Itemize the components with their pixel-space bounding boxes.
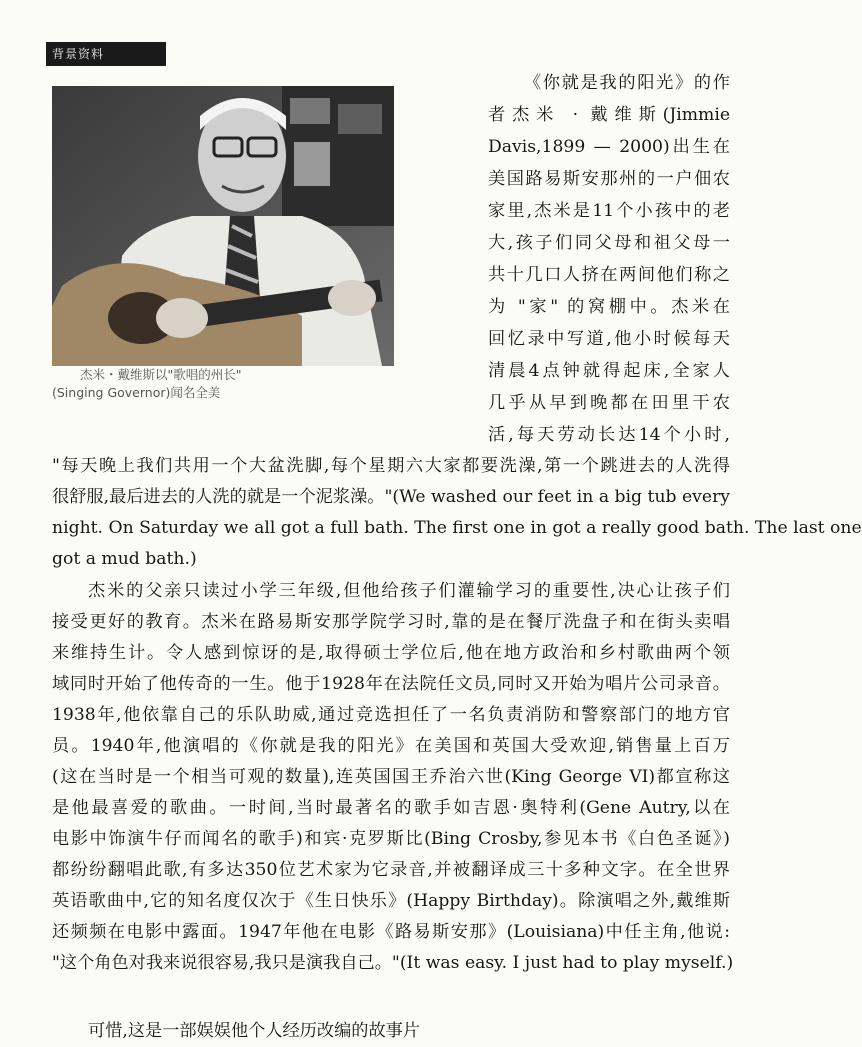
text-line: 为 "家" 的窝棚中。杰米在 bbox=[488, 297, 730, 317]
text-line: 共十几口人挤在两间他们称之 bbox=[488, 265, 730, 285]
caption-line-1: 杰米・戴维斯以"歌唱的州长" bbox=[80, 367, 242, 382]
text-line: 电影中饰演牛仔而闻名的歌手)和宾·克罗斯比(Bing Crosby,参见本书《白色圣诞》) bbox=[52, 829, 730, 849]
text-line: 大,孩子们同父母和祖父母一 bbox=[488, 233, 730, 253]
photo-caption bbox=[52, 366, 402, 402]
text-line: "每天晚上我们共用一个大盆洗脚,每个星期六大家都要洗澡,第一个跳进去的人洗得 bbox=[52, 456, 730, 476]
text-line: 1938年,他依靠自己的乐队助威,通过竞选担任了一名负责消防和警察部门的地方官 bbox=[52, 705, 730, 725]
text-line: 《你就是我的阳光》的作 bbox=[524, 73, 730, 93]
text-line: 者杰米 · 戴维斯(Jimmie bbox=[488, 105, 730, 125]
text-line: 都纷纷翻唱此歌,有多达350位艺术家为它录音,并被翻译成三十多种文字。在全世界 bbox=[52, 860, 730, 880]
photo-illustration bbox=[52, 86, 394, 366]
text-line: Davis,1899 — 2000)出生在 bbox=[488, 137, 730, 157]
text-line: 活,每天劳动长达14个小时, bbox=[488, 425, 730, 445]
section-tag: 背景资料 bbox=[46, 42, 166, 66]
text-line: 接受更好的教育。杰米在路易斯安那学院学习时,靠的是在餐厅洗盘子和在街头卖唱 bbox=[52, 612, 730, 632]
text-line: 回忆录中写道,他小时候每天 bbox=[488, 329, 730, 349]
text-line: 还频频在电影中露面。1947年他在电影《路易斯安那》(Louisiana)中任主角,他说: bbox=[52, 922, 730, 942]
caption-line-2: (Singing Governor)闻名全美 bbox=[52, 385, 221, 400]
text-line: 是他最喜爱的歌曲。一时间,当时最著名的歌手如吉恩·奥特利(Gene Autry,以在 bbox=[52, 798, 730, 818]
text-line: night. On Saturday we all got a full bath. The first one in got a really good bath. The last one bbox=[52, 518, 862, 538]
text-line: got a mud bath.) bbox=[52, 549, 197, 569]
text-line: 英语歌曲中,它的知名度仅次于《生日快乐》(Happy Birthday)。除演唱之外,戴维斯 bbox=[52, 891, 730, 911]
text-line: 员。1940年,他演唱的《你就是我的阳光》在美国和英国大受欢迎,销售量上百万 bbox=[52, 736, 730, 756]
text-line: 美国路易斯安那州的一户佃农 bbox=[488, 169, 730, 189]
text-line: "这个角色对我来说很容易,我只是演我自己。"(It was easy. I just had to play myself.) bbox=[52, 953, 734, 973]
text-line-cut: 可惜,这是一部娱娱他个人经历改编的故事片 bbox=[88, 1021, 421, 1041]
text-line: 来维持生计。令人感到惊讶的是,取得硕士学位后,他在地方政治和乡村歌曲两个领 bbox=[52, 643, 730, 663]
text-line: 家里,杰米是11个小孩中的老 bbox=[488, 201, 730, 221]
text-line: 域同时开始了他传奇的一生。他于1928年在法院任文员,同时又开始为唱片公司录音。 bbox=[52, 674, 730, 694]
text-line: 几乎从早到晚都在田里干农 bbox=[488, 393, 730, 413]
text-line: 很舒服,最后进去的人洗的就是一个泥浆澡。"(We washed our feet in a big tub every bbox=[52, 487, 730, 507]
photo-jimmie-davis bbox=[52, 86, 394, 366]
text-line: 清晨4点钟就得起床,全家人 bbox=[488, 361, 730, 381]
text-line: (这在当时是一个相当可观的数量),连英国国王乔治六世(King George VI)都宣称这 bbox=[52, 767, 730, 787]
cut-off-line-container bbox=[52, 994, 730, 1041]
text-line: 杰米的父亲只读过小学三年级,但他给孩子们灌输学习的重要性,决心让孩子们 bbox=[88, 581, 730, 601]
